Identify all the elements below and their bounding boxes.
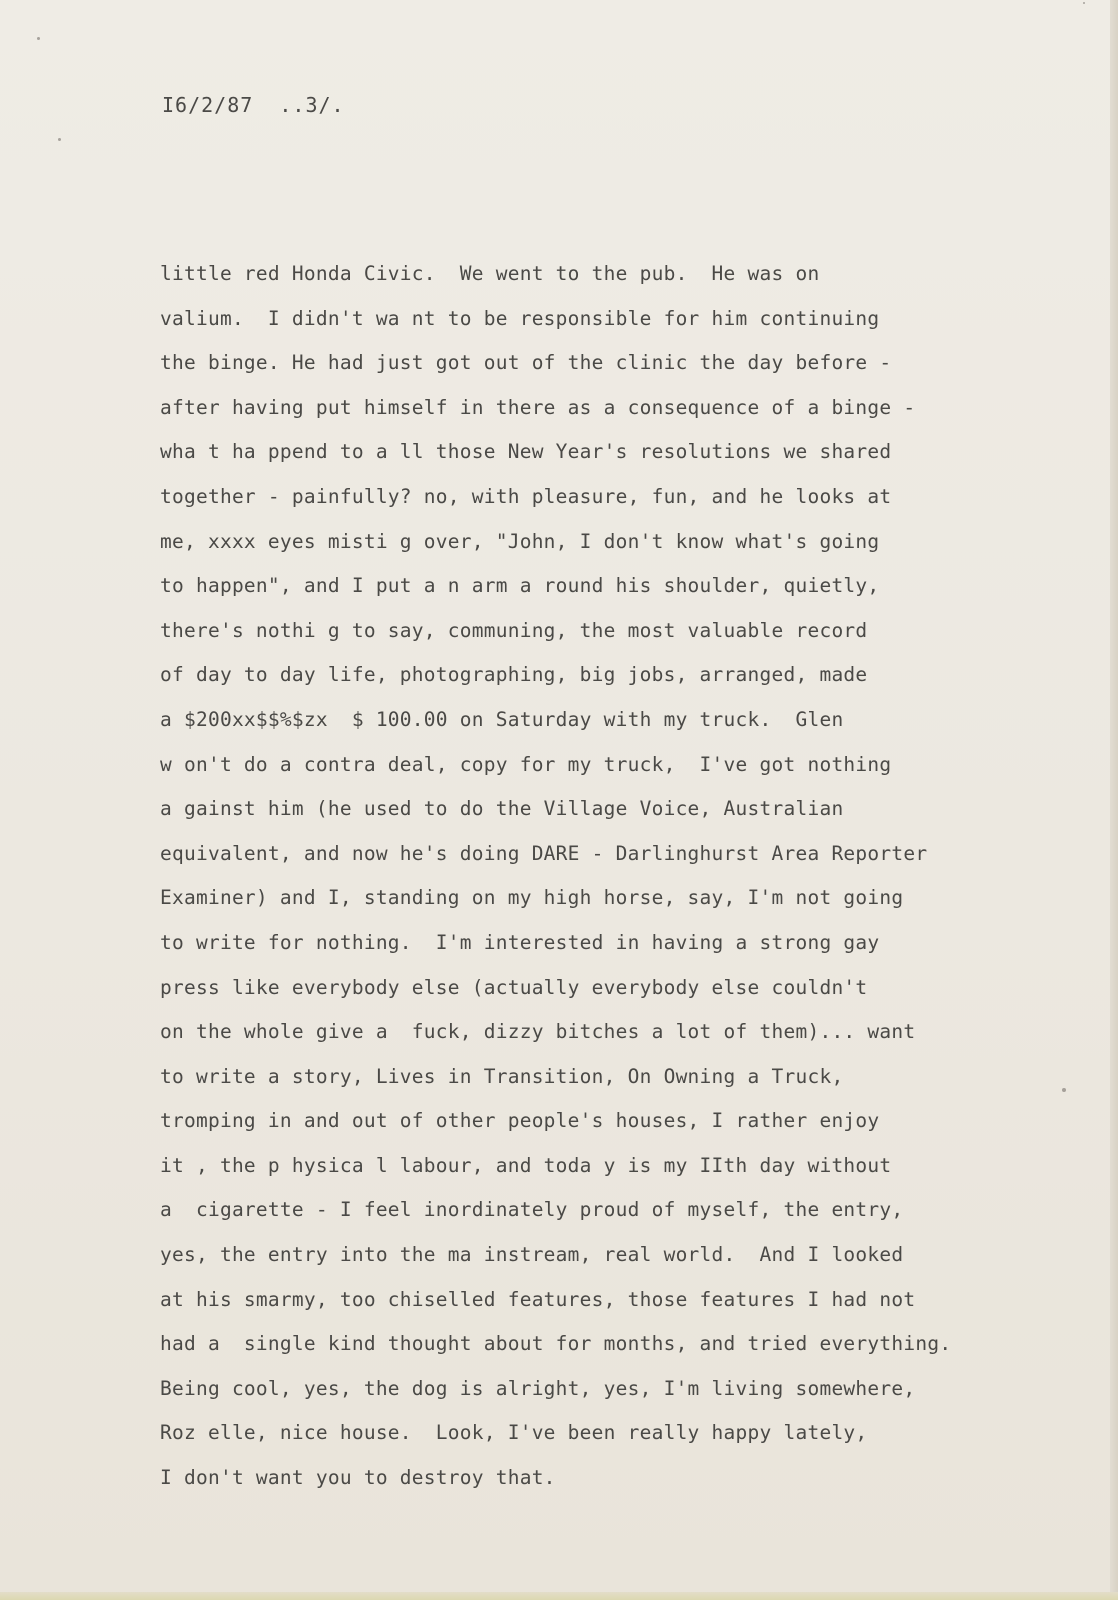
- text-line: together - painfully? no, with pleasure, fun, and he looks at: [160, 484, 892, 508]
- text-line: equivalent, and now he's doing DARE - Darlinghurst Area Reporter: [160, 841, 928, 865]
- text-line: on the whole give a fuck, dizzy bitches a lot of them)... want: [160, 1020, 916, 1044]
- text-line: me, xxxx eyes misti g over, "John, I don't know what's going: [160, 529, 880, 553]
- page-bottom-edge: [0, 1592, 1118, 1600]
- text-line: little red Honda Civic. We went to the pub. He was on: [160, 262, 820, 285]
- page-header: I6/2/87 ..3/.: [162, 93, 345, 117]
- text-line: a $200xx$$%$zx $ 100.00 on Saturday with my truck. Glen: [160, 707, 844, 731]
- text-line: it , the p hysica l labour, and toda y is my IIth day without: [160, 1153, 892, 1177]
- text-line: had a single kind thought about for months, and tried everything.: [160, 1332, 952, 1356]
- text-line: valium. I didn't wa nt to be responsible for him continuing: [160, 306, 880, 330]
- text-line: a cigarette - I feel inordinately proud of myself, the entry,: [160, 1198, 904, 1222]
- text-line: yes, the entry into the ma instream, real world. And I looked: [160, 1243, 904, 1267]
- text-line: a gainst him (he used to do the Village Voice, Australian: [160, 797, 844, 821]
- text-line: after having put himself in there as a consequence of a binge -: [160, 395, 916, 419]
- text-line: of day to day life, photographing, big jobs, arranged, made: [160, 663, 868, 687]
- text-line: to happen", and I put a n arm a round his shoulder, quietly,: [160, 574, 880, 598]
- text-line: wha t ha ppend to a ll those New Year's resolutions we shared: [160, 440, 892, 464]
- text-line: I don't want you to destroy that.: [160, 1466, 556, 1490]
- typed-body: [160, 252, 1060, 1501]
- paper-speck: [37, 37, 40, 40]
- paper-speck: [1062, 1088, 1066, 1092]
- text-line: the binge. He had just got out of the clinic the day before -: [160, 351, 892, 375]
- text-line: Roz elle, nice house. Look, I've been really happy lately,: [160, 1421, 868, 1445]
- text-line: at his smarmy, too chiselled features, those features I had not: [160, 1287, 916, 1311]
- text-line: tromping in and out of other people's houses, I rather enjoy: [160, 1109, 880, 1133]
- paper-speck: [1083, 2, 1085, 4]
- text-line: press like everybody else (actually everybody else couldn't: [160, 975, 868, 999]
- text-line: to write for nothing. I'm interested in having a strong gay: [160, 930, 880, 954]
- text-line: Examiner) and I, standing on my high horse, say, I'm not going: [160, 886, 904, 910]
- text-line: w on't do a contra deal, copy for my truck, I've got nothing: [160, 752, 892, 776]
- paper-speck: [58, 138, 61, 141]
- text-line: there's nothi g to say, communing, the most valuable record: [160, 618, 868, 642]
- text-line: to write a story, Lives in Transition, On Owning a Truck,: [160, 1064, 844, 1088]
- page-right-edge: [1110, 0, 1118, 1600]
- text-line: Being cool, yes, the dog is alright, yes, I'm living somewhere,: [160, 1376, 916, 1400]
